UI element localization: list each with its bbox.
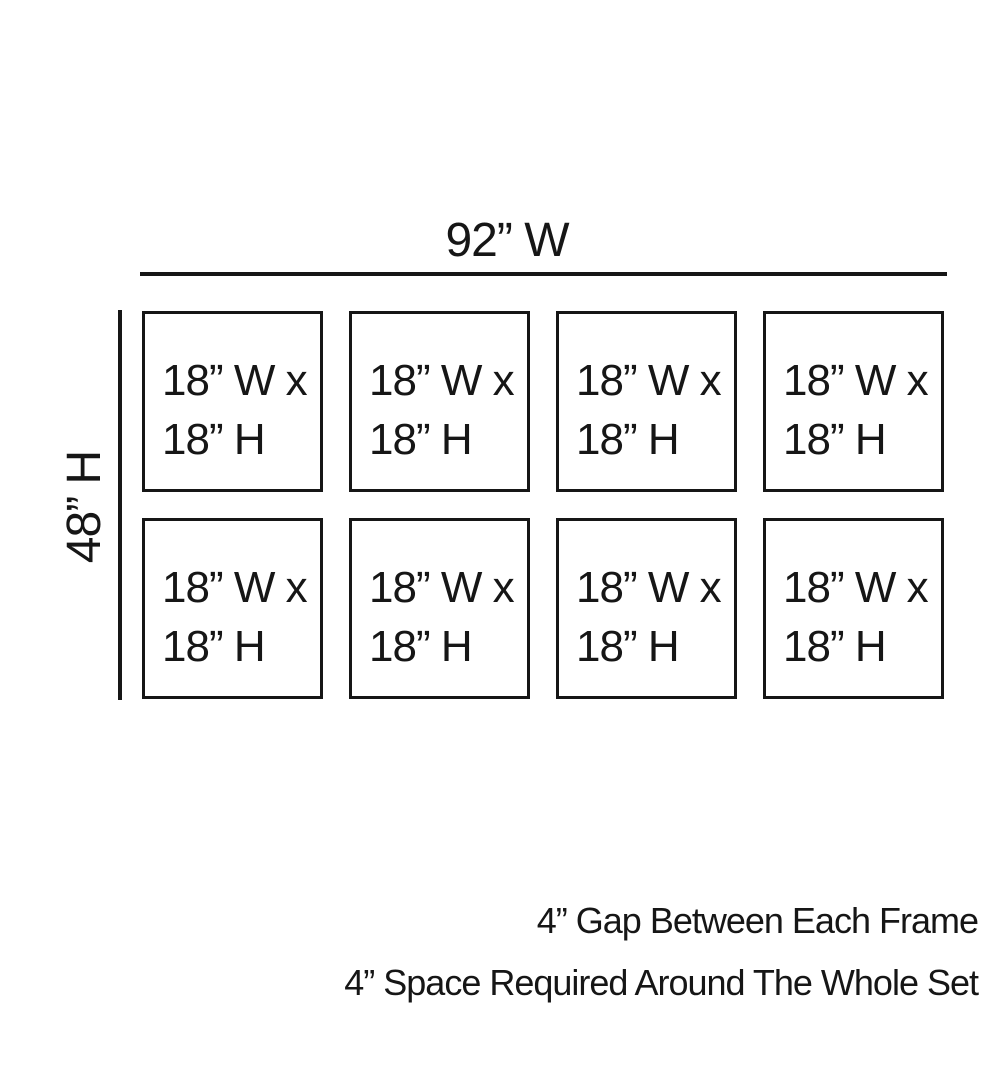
frame-width-text: 18” W x <box>369 356 514 405</box>
frame-size-label <box>783 558 928 676</box>
frame-1 <box>142 311 323 492</box>
frame-height-text: 18” H <box>576 415 679 464</box>
spacing-notes <box>344 890 978 1014</box>
frame-size-label <box>783 351 928 469</box>
frame-size-label <box>576 558 721 676</box>
frame-4 <box>763 311 944 492</box>
total-height-label: 48” H <box>58 450 111 564</box>
frame-width-text: 18” W x <box>783 563 928 612</box>
frame-height-text: 18” H <box>162 415 265 464</box>
frame-height-text: 18” H <box>576 622 679 671</box>
frame-size-label <box>369 558 514 676</box>
frame-7 <box>556 518 737 699</box>
frame-5 <box>142 518 323 699</box>
frame-3 <box>556 311 737 492</box>
frame-size-label <box>162 351 307 469</box>
frame-height-text: 18” H <box>162 622 265 671</box>
note-space-around-set: 4” Space Required Around The Whole Set <box>344 962 978 1003</box>
total-width-label: 92” W <box>445 214 569 267</box>
frame-width-text: 18” W x <box>162 563 307 612</box>
frame-6 <box>349 518 530 699</box>
frame-grid <box>142 311 944 699</box>
frame-8 <box>763 518 944 699</box>
frame-height-text: 18” H <box>783 622 886 671</box>
frame-size-label <box>576 351 721 469</box>
frame-width-text: 18” W x <box>576 356 721 405</box>
frame-width-text: 18” W x <box>783 356 928 405</box>
frame-width-text: 18” W x <box>576 563 721 612</box>
frame-height-text: 18” H <box>369 415 472 464</box>
note-gap-between-frames: 4” Gap Between Each Frame <box>536 900 978 941</box>
frame-height-text: 18” H <box>783 415 886 464</box>
frame-width-text: 18” W x <box>162 356 307 405</box>
frame-size-label <box>369 351 514 469</box>
height-dimension-line <box>118 310 122 700</box>
frame-size-label <box>162 558 307 676</box>
width-dimension-line <box>140 272 947 276</box>
frame-2 <box>349 311 530 492</box>
frame-height-text: 18” H <box>369 622 472 671</box>
frame-width-text: 18” W x <box>369 563 514 612</box>
